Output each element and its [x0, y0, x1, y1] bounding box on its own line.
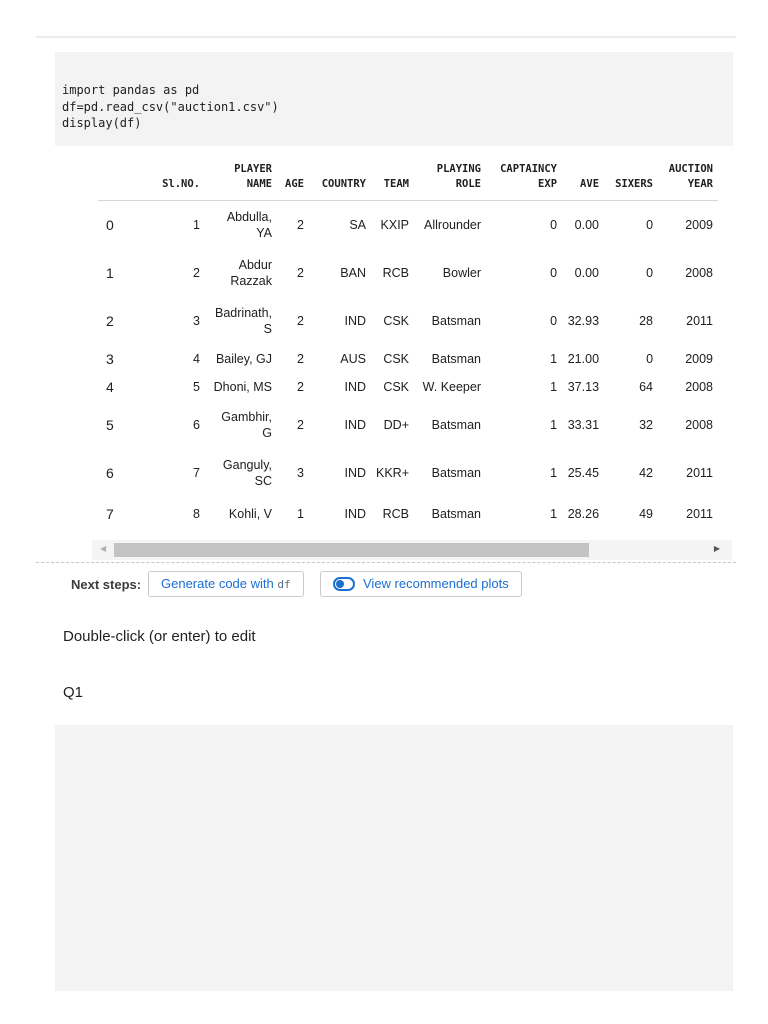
cell-player-name: Abdur Razzak [230, 257, 272, 288]
cell-sl-no: 6 [193, 417, 200, 432]
cell-country: IND [344, 417, 366, 432]
cell-ave: 0.00 [574, 265, 600, 280]
cell-auction-year: 2008 [685, 417, 714, 432]
cell-auction-year: 2011 [686, 465, 714, 480]
cell-player-name: Badrinath, S [215, 305, 272, 336]
cell-sixers: 0 [646, 265, 654, 280]
header-country: COUNTRY [309, 148, 371, 201]
cell-playing-role: Batsman [431, 506, 482, 521]
table-row [98, 345, 718, 373]
cell-player-name: Dhoni, MS [213, 379, 272, 394]
scroll-right-icon[interactable]: ▶ [713, 544, 720, 553]
toggle-icon [333, 577, 355, 591]
cell-playing-role: W. Keeper [422, 379, 482, 394]
table-row [98, 449, 718, 497]
cell-playing-role: Batsman [431, 465, 482, 480]
cell-age: 2 [297, 351, 304, 366]
cell-country: IND [344, 313, 366, 328]
cell-sl-no: 5 [193, 379, 200, 394]
cell-auction-year: 2009 [685, 217, 714, 232]
cell-ave: 0.00 [574, 217, 600, 232]
cell-country: SA [349, 217, 366, 232]
view-plots-label: View recommended plots [363, 576, 509, 591]
generate-code-label: Generate code with [161, 576, 278, 591]
cell-captaincy-exp: 0 [550, 313, 558, 328]
cell-country: IND [344, 506, 366, 521]
cell-sixers: 28 [639, 313, 654, 328]
cell-team: KKR+ [376, 465, 410, 480]
header-sl-no: Sl.NO. [146, 148, 205, 201]
cell-auction-year: 2008 [685, 379, 714, 394]
header-sixers: SIXERS [604, 148, 658, 201]
cell-age: 2 [297, 217, 304, 232]
code-line: df=pd.read_csv("auction1.csv") [62, 99, 279, 114]
cell-ave: 33.31 [567, 417, 600, 432]
header-index [98, 148, 146, 201]
cell-age: 2 [297, 313, 304, 328]
cell-country: BAN [340, 265, 366, 280]
cell-team: RCB [382, 506, 410, 521]
code-editor[interactable] [62, 82, 279, 132]
cell-auction-year: 2011 [686, 506, 714, 521]
row-index: 2 [106, 312, 114, 329]
cell-sixers: 0 [646, 217, 654, 232]
cell-team: CSK [383, 313, 410, 328]
row-index: 3 [106, 350, 114, 367]
cell-team: DD+ [383, 417, 410, 432]
scroll-left-icon[interactable]: ◀ [100, 544, 107, 553]
table-row [98, 201, 718, 249]
row-index: 4 [106, 378, 114, 395]
cell-captaincy-exp: 1 [550, 351, 558, 366]
row-index: 6 [106, 464, 114, 481]
table-row [98, 497, 718, 531]
code-line: import pandas as pd [62, 83, 200, 97]
generate-code-button[interactable] [148, 571, 304, 597]
table-row [98, 249, 718, 297]
cell-captaincy-exp: 1 [550, 465, 558, 480]
cell-captaincy-exp: 0 [550, 265, 558, 280]
cell-sixers: 32 [639, 417, 654, 432]
header-auction-year: AUCTION YEAR [658, 148, 718, 201]
header-player-name: PLAYER NAME [205, 148, 277, 201]
code-cell[interactable] [55, 52, 733, 146]
cell-age: 2 [297, 265, 304, 280]
cell-playing-role: Allrounder [424, 217, 482, 232]
scrollbar-thumb[interactable] [114, 543, 589, 557]
cell-sl-no: 2 [193, 265, 200, 280]
cell-sixers: 0 [646, 351, 654, 366]
dataframe-table [98, 148, 718, 531]
cell-ave: 28.26 [567, 506, 600, 521]
table-row [98, 297, 718, 345]
cell-player-name: Kohli, V [228, 506, 272, 521]
cell-age: 3 [297, 465, 304, 480]
cell-ave: 25.45 [567, 465, 600, 480]
top-divider [36, 36, 736, 38]
cell-captaincy-exp: 1 [550, 417, 558, 432]
cell-player-name: Abdulla, YA [226, 209, 272, 240]
cell-team: CSK [383, 351, 410, 366]
cell-playing-role: Batsman [431, 417, 482, 432]
cell-age: 1 [297, 506, 304, 521]
table-row [98, 401, 718, 449]
view-recommended-plots-button[interactable] [320, 571, 522, 597]
cell-country: AUS [340, 351, 366, 366]
text-cell-heading[interactable]: Q1 [63, 684, 84, 701]
cell-sl-no: 8 [193, 506, 200, 521]
code-line: display(df) [62, 116, 142, 130]
cell-player-name: Gambhir, G [221, 409, 272, 440]
header-ave: AVE [562, 148, 604, 201]
cell-country: IND [344, 465, 366, 480]
cell-sixers: 64 [639, 379, 654, 394]
cell-team: KXIP [380, 217, 410, 232]
cell-age: 2 [297, 417, 304, 432]
cell-playing-role: Batsman [431, 313, 482, 328]
horizontal-scrollbar[interactable] [92, 540, 732, 560]
cell-divider [36, 562, 736, 563]
row-index: 5 [106, 416, 114, 433]
cell-auction-year: 2008 [685, 265, 714, 280]
cell-ave: 21.00 [567, 351, 600, 366]
cell-player-name: Bailey, GJ [215, 351, 272, 366]
cell-player-name: Ganguly, SC [222, 457, 272, 488]
cell-sixers: 42 [639, 465, 654, 480]
cell-sl-no: 1 [193, 217, 200, 232]
cell-captaincy-exp: 0 [550, 217, 558, 232]
header-playing-role: PLAYING ROLE [414, 148, 486, 201]
next-steps-label: Next steps: [71, 577, 142, 592]
header-age: AGE [277, 148, 309, 201]
cell-sl-no: 7 [193, 465, 200, 480]
cell-team: RCB [382, 265, 410, 280]
row-index: 1 [106, 264, 114, 281]
header-captaincy-exp: CAPTAINCY EXP [486, 148, 562, 201]
next-steps-bar [0, 571, 768, 599]
table-header-row [98, 148, 718, 201]
cell-ave: 32.93 [567, 313, 600, 328]
cell-auction-year: 2011 [686, 313, 714, 328]
dataframe-output [98, 148, 734, 544]
dataframe-var-name: df [277, 578, 291, 591]
cell-captaincy-exp: 1 [550, 379, 558, 394]
cell-sl-no: 4 [193, 351, 200, 366]
header-team: TEAM [371, 148, 414, 201]
table-row [98, 373, 718, 401]
cell-ave: 37.13 [567, 379, 600, 394]
cell-captaincy-exp: 1 [550, 506, 558, 521]
cell-sixers: 49 [639, 506, 654, 521]
row-index: 7 [106, 505, 114, 522]
cell-sl-no: 3 [193, 313, 200, 328]
cell-playing-role: Bowler [442, 265, 482, 280]
empty-code-cell[interactable] [55, 725, 733, 991]
cell-age: 2 [297, 379, 304, 394]
text-cell-placeholder[interactable]: Double-click (or enter) to edit [63, 628, 256, 645]
cell-playing-role: Batsman [431, 351, 482, 366]
cell-team: CSK [383, 379, 410, 394]
row-index: 0 [106, 216, 114, 233]
cell-country: IND [344, 379, 366, 394]
cell-auction-year: 2009 [685, 351, 714, 366]
